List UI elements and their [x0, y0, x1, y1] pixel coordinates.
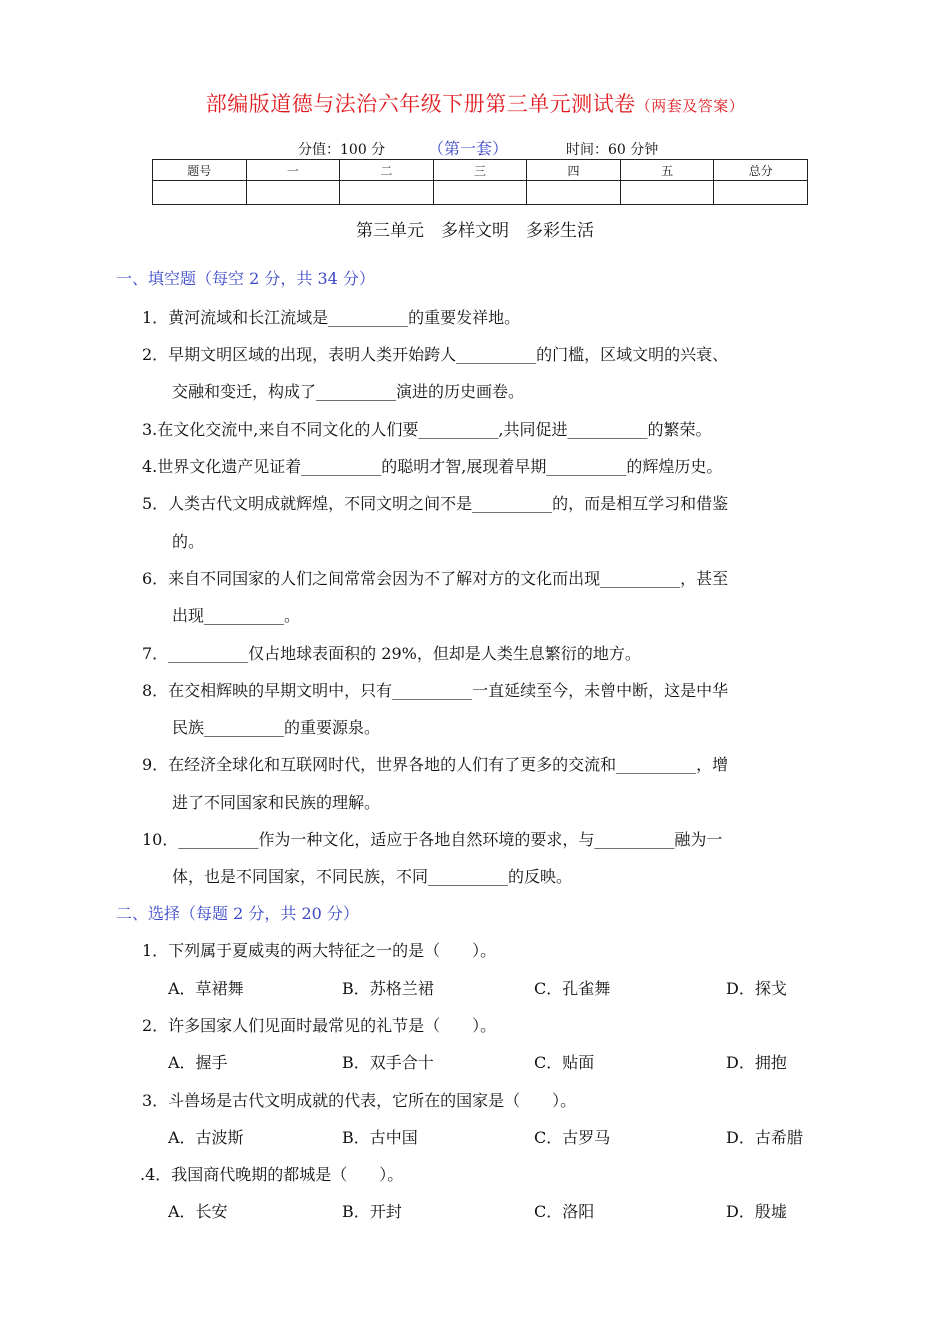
- section-choice-heading: 二、选择（每题 2 分，共 20 分）: [116, 904, 359, 923]
- score-cell[interactable]: [714, 181, 808, 205]
- choice-option: D．殷墟: [726, 1202, 787, 1221]
- score-table: [152, 159, 808, 205]
- score-cell[interactable]: [153, 181, 247, 205]
- time-limit: 时间：60 分钟: [566, 142, 659, 158]
- score-table-header: 题号: [153, 160, 247, 181]
- score-table-blank-row: [153, 181, 808, 205]
- score-cell[interactable]: [246, 181, 340, 205]
- exam-title-note: （两套及答案）: [635, 97, 745, 115]
- question-line: 5．人类古代文明成就辉煌，不同文明之间不是__________的，而是相互学习和借鉴: [142, 494, 729, 513]
- question-line: 6．来自不同国家的人们之间常常会因为不了解对方的文化而出现__________，甚至: [142, 569, 729, 588]
- question-line: 7．__________仅占地球表面积的 29%，但却是人类生息繁衍的地方。: [142, 644, 641, 663]
- choice-option: C．贴面: [534, 1053, 595, 1072]
- score-table-header: 三: [433, 160, 527, 181]
- edition-label: （第一套）: [428, 139, 509, 158]
- unit-title: 第三单元 多样文明 多彩生活: [356, 221, 594, 241]
- score-table-header-row: [153, 160, 808, 181]
- choice-option: C．洛阳: [534, 1202, 595, 1221]
- choice-option: C．孔雀舞: [534, 979, 611, 998]
- score-table-header: 四: [527, 160, 621, 181]
- choice-option: B．古中国: [342, 1128, 418, 1147]
- choice-option: C．古罗马: [534, 1128, 611, 1147]
- choice-question-stem: .4．我国商代晚期的都城是（ ）。: [140, 1165, 404, 1184]
- choice-option: A．草裙舞: [168, 979, 244, 998]
- score-cell[interactable]: [620, 181, 714, 205]
- question-line: 交融和变迁，构成了__________演进的历史画卷。: [172, 382, 525, 401]
- choice-option: B．开封: [342, 1202, 402, 1221]
- question-line: 体，也是不同国家，不同民族，不同__________的反映。: [172, 867, 573, 886]
- choice-option: B．双手合十: [342, 1053, 434, 1072]
- exam-title-main: 部编版道德与法治六年级下册第三单元测试卷: [205, 92, 636, 116]
- exam-meta: [0, 136, 950, 160]
- question-line: 3.在文化交流中,来自不同文化的人们要__________,共同促进__________的繁荣。: [142, 420, 712, 439]
- choice-option: B．苏格兰裙: [342, 979, 434, 998]
- question-line: 8．在交相辉映的早期文明中，只有__________一直延续至今，未曾中断，这是中华: [142, 681, 729, 700]
- score-table-header: 总分: [714, 160, 808, 181]
- score-cell[interactable]: [527, 181, 621, 205]
- score-cell[interactable]: [340, 181, 434, 205]
- question-line: 的。: [172, 532, 205, 551]
- question-line: 出现__________。: [172, 606, 301, 625]
- choice-question-stem: 3．斗兽场是古代文明成就的代表，它所在的国家是（ ）。: [142, 1091, 577, 1110]
- question-line: 进了不同国家和民族的理解。: [172, 793, 381, 812]
- choice-option: D．探戈: [726, 979, 787, 998]
- section-fill-blank-heading: 一、填空题（每空 2 分，共 34 分）: [116, 269, 375, 288]
- question-line: 9．在经济全球化和互联网时代，世界各地的人们有了更多的交流和__________，增: [142, 755, 729, 774]
- question-line: 2．早期文明区域的出现，表明人类开始跨人__________的门槛，区域文明的兴衰、: [142, 345, 729, 364]
- question-line: 10．__________作为一种文化，适应于各地自然环境的要求，与__________融为一: [142, 830, 723, 849]
- question-line: 4.世界文化遗产见证着__________的聪明才智,展现着早期__________的辉煌历史。: [142, 457, 723, 476]
- question-line: 民族__________的重要源泉。: [172, 718, 381, 737]
- score-table-header: 二: [340, 160, 434, 181]
- score-cell[interactable]: [433, 181, 527, 205]
- choice-option: A．长安: [168, 1202, 228, 1221]
- exam-title: [0, 88, 950, 118]
- choice-question-stem: 1．下列属于夏威夷的两大特征之一的是（ ）。: [142, 941, 497, 960]
- choice-option: D．古希腊: [726, 1128, 803, 1147]
- choice-option: A．古波斯: [168, 1128, 244, 1147]
- choice-option: D．拥抱: [726, 1053, 787, 1072]
- score-table-header: 一: [246, 160, 340, 181]
- question-line: 1．黄河流域和长江流域是__________的重要发祥地。: [142, 308, 521, 327]
- choice-question-stem: 2．许多国家人们见面时最常见的礼节是（ ）。: [142, 1016, 497, 1035]
- score-value: 分值：100 分: [298, 142, 386, 158]
- score-table-header: 五: [620, 160, 714, 181]
- choice-option: A．握手: [168, 1053, 228, 1072]
